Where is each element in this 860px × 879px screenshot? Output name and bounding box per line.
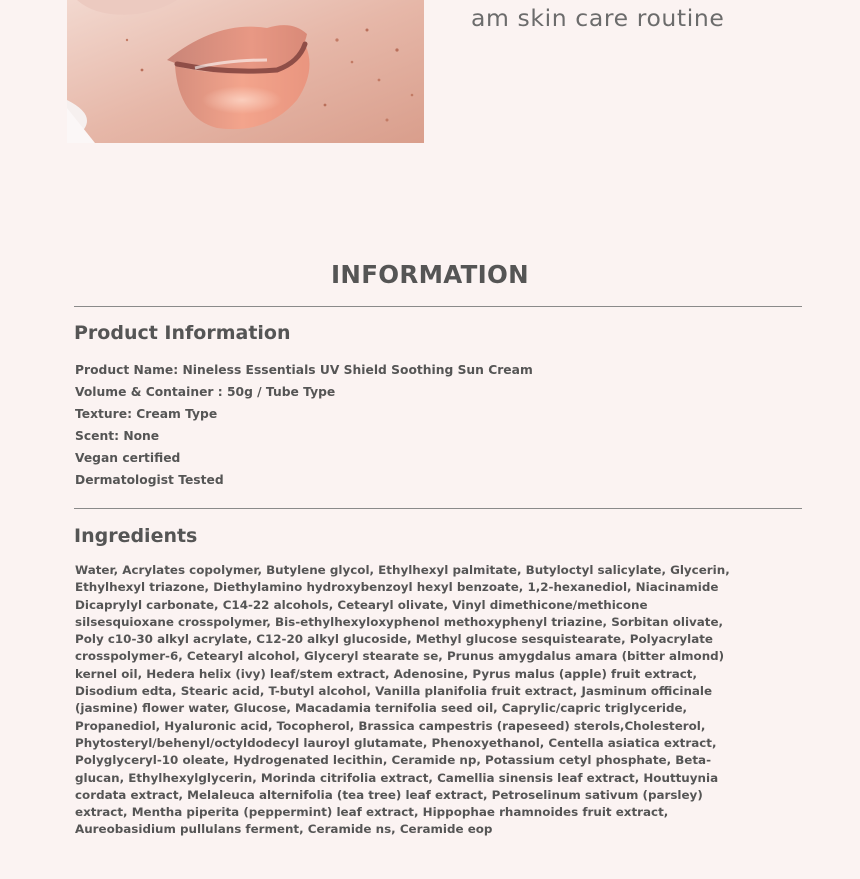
divider bbox=[74, 306, 802, 307]
lips-illustration bbox=[67, 0, 424, 143]
ingredients-heading: Ingredients bbox=[74, 525, 198, 547]
ingredients-line: Aureobasidium pullulans ferment, Ceramide ns, Ceramide eop bbox=[75, 822, 493, 837]
ingredients-line: Dicaprylyl carbonate, C14-22 alcohols, Cetearyl olivate, Vinyl dimethicone/methicone bbox=[75, 597, 648, 612]
ingredients-line: Poly c10-30 alkyl acrylate, C12-20 alkyl glucoside, Methyl glucose sesquistearate, Polyacrylate bbox=[75, 632, 713, 647]
texture-detail: Texture: Cream Type bbox=[75, 407, 218, 421]
product-information-heading: Product Information bbox=[74, 322, 291, 344]
ingredients-line: Disodium edta, Stearic acid, T-butyl alcohol, Vanilla planifolia fruit extract, Jasminum officinale bbox=[75, 684, 713, 699]
ingredients-text bbox=[75, 562, 730, 839]
hero-tagline: am skin care routine bbox=[471, 4, 725, 32]
volume-container-detail: Volume & Container : 50g / Tube Type bbox=[75, 385, 336, 399]
ingredients-line: Propanediol, Hyaluronic acid, Tocopherol, Brassica campestris (rapeseed) sterols,Cholesterol, bbox=[75, 718, 706, 733]
ingredients-line: (jasmine) flower water, Glucose, Macadamia ternifolia seed oil, Caprylic/capric triglyceride, bbox=[75, 701, 688, 716]
ingredients-line: Ethylhexyl triazone, Diethylamino hydroxybenzoyl hexyl benzoate, 1,2-hexanediol, Niacinamide bbox=[75, 580, 719, 595]
ingredients-line: Polyglyceryl-10 oleate, Hydrogenated lecithin, Ceramide np, Potassium cetyl phosphate, Beta- bbox=[75, 753, 712, 768]
divider bbox=[74, 508, 802, 509]
ingredients-line: extract, Mentha piperita (peppermint) leaf extract, Hippophae rhamnoides fruit extract, bbox=[75, 805, 669, 820]
ingredients-line: kernel oil, Hedera helix (ivy) leaf/stem extract, Adenosine, Pyrus malus (apple) fruit extract, bbox=[75, 666, 697, 681]
ingredients-line: cordata extract, Melaleuca alternifolia (tea tree) leaf extract, Petroselinum sativum (parsley) bbox=[75, 787, 703, 802]
ingredients-line: Phytosteryl/behenyl/octyldodecyl lauroyl glutamate, Phenoxyethanol, Centella asiatica extract, bbox=[75, 735, 717, 750]
information-title: INFORMATION bbox=[331, 260, 529, 289]
product-details-list bbox=[75, 359, 533, 491]
hero-lips-photo bbox=[67, 0, 424, 143]
product-name-detail: Product Name: Nineless Essentials UV Shield Soothing Sun Cream bbox=[75, 363, 533, 377]
dermatologist-detail: Dermatologist Tested bbox=[75, 473, 224, 487]
ingredients-line: crosspolymer-6, Cetearyl alcohol, Glyceryl stearate se, Prunus amygdalus amara (bitter almond) bbox=[75, 649, 725, 664]
ingredients-line: glucan, Ethylhexylglycerin, Morinda citrifolia extract, Camellia sinensis leaf extract, Houttuynia bbox=[75, 770, 719, 785]
scent-detail: Scent: None bbox=[75, 429, 160, 443]
ingredients-line: silsesquioxane crosspolymer, Bis-ethylhexyloxyphenol methoxyphenyl triazine, Sorbitan olivate, bbox=[75, 614, 724, 629]
vegan-detail: Vegan certified bbox=[75, 451, 181, 465]
ingredients-line: Water, Acrylates copolymer, Butylene glycol, Ethylhexyl palmitate, Butyloctyl salicylate, Glycerin, bbox=[75, 563, 730, 577]
